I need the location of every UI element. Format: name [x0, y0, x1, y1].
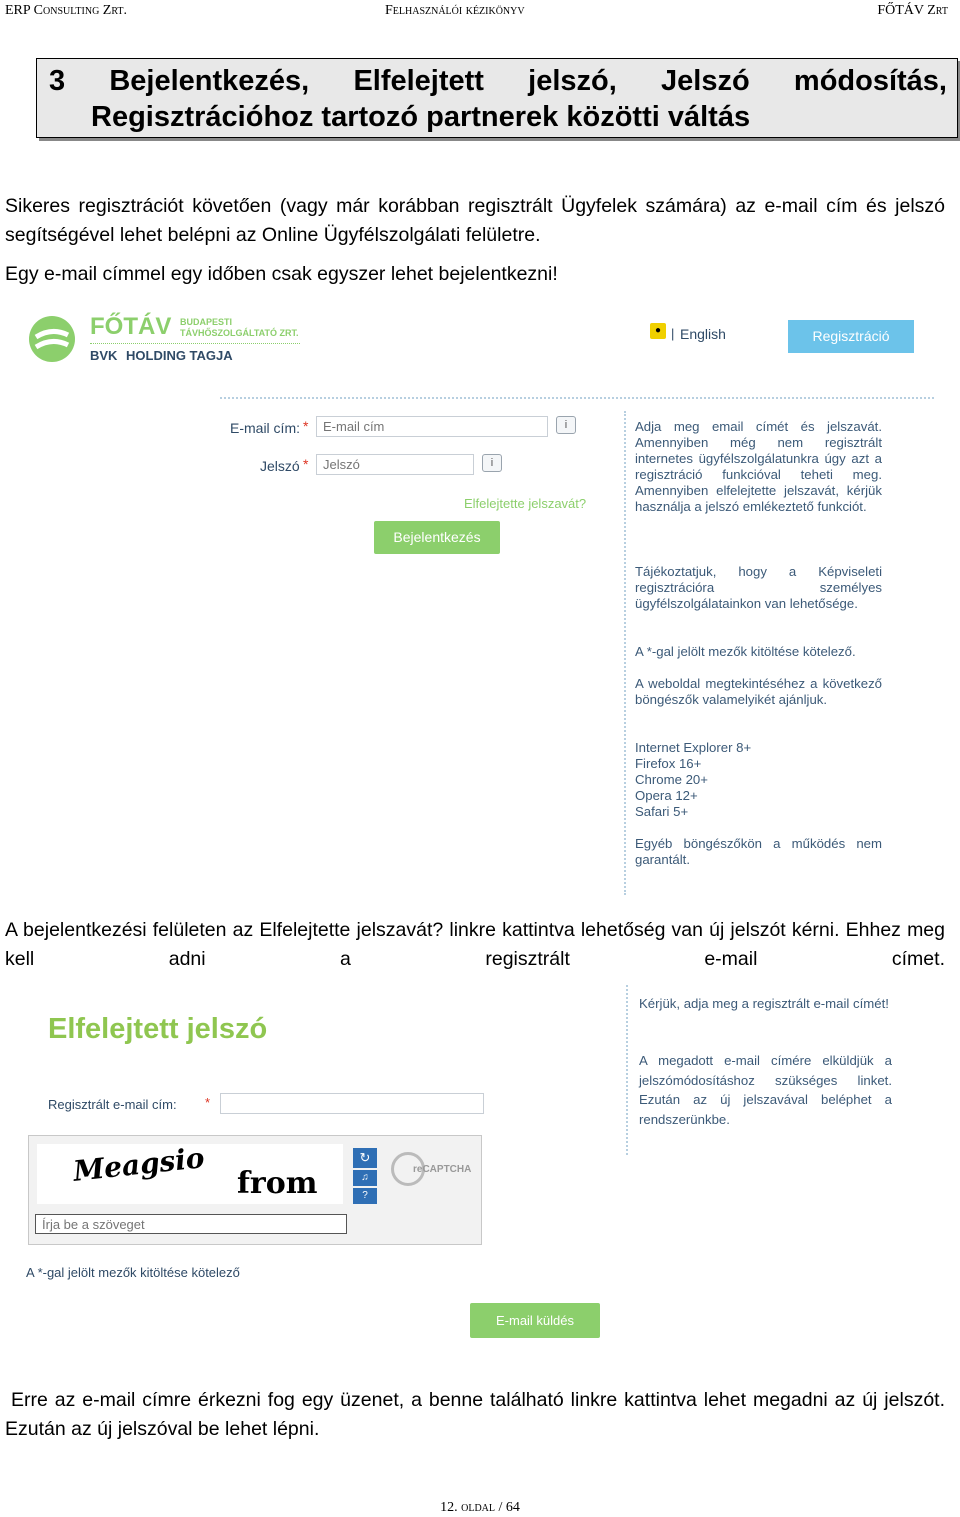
email-input[interactable]	[316, 416, 548, 437]
accessibility-icon[interactable]: ●	[650, 323, 666, 339]
login-screenshot	[20, 305, 940, 895]
browser-item: Chrome 20+	[635, 772, 708, 787]
chapter-title-line2: Regisztrációhoz tartozó partnerek közötti váltás	[91, 101, 751, 133]
browser-disclaimer: Egyéb böngészőkön a működés nem garantált.	[635, 836, 882, 867]
intro-warning: Egy e-mail címmel egy időben csak egyszer lehet bejelentkezni!	[5, 263, 558, 285]
chapter-title-word: Bejelentkezés,	[109, 65, 310, 97]
required-fields-note: A *-gal jelölt mezők kitöltése kötelező	[26, 1265, 240, 1280]
header-client: FŐTÁV Zrt	[877, 3, 948, 18]
recaptcha-brand: reCAPTCHA	[413, 1164, 472, 1175]
login-help-text: Adja meg email címét és jelszavát. Amennyiben még nem regisztrált internetes ügyfélszolgálatunkra úgy azt a regisztráció funkcióval teheti meg. Amennyiben elfelejtette jelszavát, kérjük használja a jelszó emlékeztető funkciót.	[635, 419, 882, 514]
register-button[interactable]: Regisztráció	[788, 320, 914, 353]
english-link[interactable]: English	[680, 326, 726, 342]
registered-email-input[interactable]	[220, 1093, 484, 1114]
captcha-word: from	[237, 1166, 318, 1201]
logo-bvk: BVK	[90, 348, 118, 363]
forgot-password-paragraph: A bejelentkezési felületen az Elfelejtette jelszavát? linkre kattintva lehetőség van új jelszót kérni. Ehhez meg kell adni a regisztrált e-mail címet.	[5, 919, 945, 970]
chapter-title-word: jelszó,	[528, 65, 617, 97]
captcha-widget	[28, 1135, 482, 1245]
chapter-title-word: Elfelejtett	[353, 65, 484, 97]
header-company: ERP Consulting Zrt.	[5, 3, 128, 18]
forgot-help-text: Kérjük, adja meg a regisztrált e-mail címét!	[639, 996, 889, 1011]
audio-icon[interactable]: ♫	[353, 1170, 377, 1186]
password-required-mark: *	[303, 456, 309, 472]
required-fields-note: A *-gal jelölt mezők kitöltése kötelező.	[635, 644, 856, 659]
password-label: Jelszó	[260, 458, 300, 474]
email-label: E-mail cím:	[230, 420, 300, 436]
browser-item: Internet Explorer 8+	[635, 740, 752, 755]
logo-main-text: FŐTÁV	[90, 313, 172, 340]
registered-email-label: Regisztrált e-mail cím:	[48, 1097, 177, 1112]
logo-sub2: TÁVHŐSZOLGÁLTATÓ ZRT.	[180, 328, 299, 338]
email-required-mark: *	[205, 1095, 211, 1110]
lang-separator: |	[671, 326, 675, 341]
captcha-word: Meagsio	[71, 1141, 206, 1188]
password-input[interactable]	[316, 454, 474, 475]
forgot-title: Elfelejtett jelszó	[48, 1013, 268, 1045]
chapter-title-word: Jelszó	[661, 65, 750, 97]
login-button[interactable]: Bejelentkezés	[374, 521, 500, 554]
closing-paragraph: Erre az e-mail címre érkezni fog egy üzenet, a benne található linkre kattintva lehet megadni az új jelszót. Ezután az új jelszóval be lehet lépni.	[5, 1389, 945, 1440]
intro-paragraph: Sikeres regisztrációt követően (vagy már korábban regisztrált Ügyfelek számára) az e-mail cím és jelszó segítségével lehet belépni az Online Ügyfélszolgálati felületre.	[5, 195, 945, 246]
browser-item: Firefox 16+	[635, 756, 702, 771]
fotav-logo	[28, 313, 308, 369]
forgot-password-link[interactable]: Elfelejtette jelszavát?	[464, 496, 587, 511]
browser-item: Safari 5+	[635, 804, 689, 819]
logo-sub1: BUDAPESTI	[180, 317, 233, 327]
email-required-mark: *	[303, 418, 309, 434]
header-document-title: Felhasználói kézikönyv	[385, 3, 525, 18]
info-icon[interactable]: i	[556, 416, 576, 434]
chapter-heading	[36, 58, 958, 138]
forgot-info-text: A megadott e-mail címére elküldjük a jelszómódosításhoz szükséges linket. Ezután az új jelszavával beléphet a rendszerünkbe.	[639, 1053, 892, 1127]
refresh-icon[interactable]: ↻	[353, 1148, 377, 1168]
chapter-title-word: módosítás,	[793, 65, 947, 97]
forgot-password-screenshot	[20, 985, 940, 1335]
browser-item: Opera 12+	[635, 788, 698, 803]
logo-holding: HOLDING TAGJA	[126, 348, 233, 363]
fotav-logo-icon	[28, 315, 76, 363]
captcha-image	[37, 1141, 343, 1204]
help-icon[interactable]: ?	[353, 1188, 377, 1204]
browser-recommendation: A weboldal megtekintéséhez a következő böngészők valamelyikét ajánljuk.	[635, 676, 882, 707]
captcha-input[interactable]	[35, 1214, 347, 1234]
page-number: 12. oldal / 64	[440, 1500, 520, 1515]
send-email-button[interactable]: E-mail küldés	[470, 1303, 600, 1338]
chapter-number: 3	[49, 65, 66, 97]
proxy-registration-text: Tájékoztatjuk, hogy a Képviseleti regisztrációra személyes ügyfélszolgálatainkon van lehetősége.	[635, 564, 882, 611]
info-icon[interactable]: i	[482, 454, 502, 472]
